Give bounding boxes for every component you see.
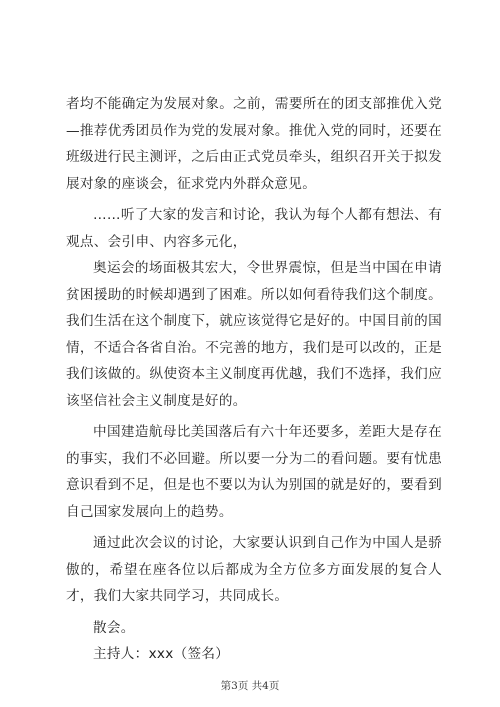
paragraph-conclusion: 通过此次会议的讨论，大家要认识到自己作为中国人是骄傲的，希望在座各位以后都成为全方位多方面发展的复合人才，我们大家共同学习，共同成长。	[66, 535, 442, 604]
paragraph-party-development: 者均不能确定为发展对象。之前，需要所在的团支部推优入党—推荐优秀团员作为党的发展对象。推优入党的同时，还要在班级进行民主测评，之后由正式党员牵头，组织召开关于拟发展对象的座谈会，征求党内外群众意见。	[66, 96, 442, 192]
document-body	[66, 91, 442, 673]
paragraph-discussion-intro: ……听了大家的发言和讨论，我认为每个人都有想法、有观点、会引申、内容多元化，	[66, 207, 442, 250]
paragraph-host-signature: 主持人：xxx（签名）	[93, 646, 230, 662]
page-number-footer: 第3页 共4页	[220, 680, 280, 692]
paragraph-aircraft-carrier: 中国建造航母比美国落后有六十年还要多，差距大是存在的事实，我们不必回避。所以要一分为二的看问题。要有忧患意识看到不足，但是也不要以为认为别国的就是好的，要看到自己国家发展向上的趋势。	[66, 424, 442, 520]
paragraph-adjourn: 散会。	[93, 619, 135, 636]
paragraph-olympics-system: 奥运会的场面极其宏大，令世界震惊，但是当中国在申请贫困援助的时候却遇到了困难。所以如何看待我们这个制度。我们生活在这个制度下，就应该觉得它是好的。中国目前的国情，不适合各省自治。不完善的地方，我们是可以改的，正是我们该做的。纵使资本主义制度再优越，我们不选择，我们应该坚信社会主义制度是好的。	[66, 260, 442, 409]
